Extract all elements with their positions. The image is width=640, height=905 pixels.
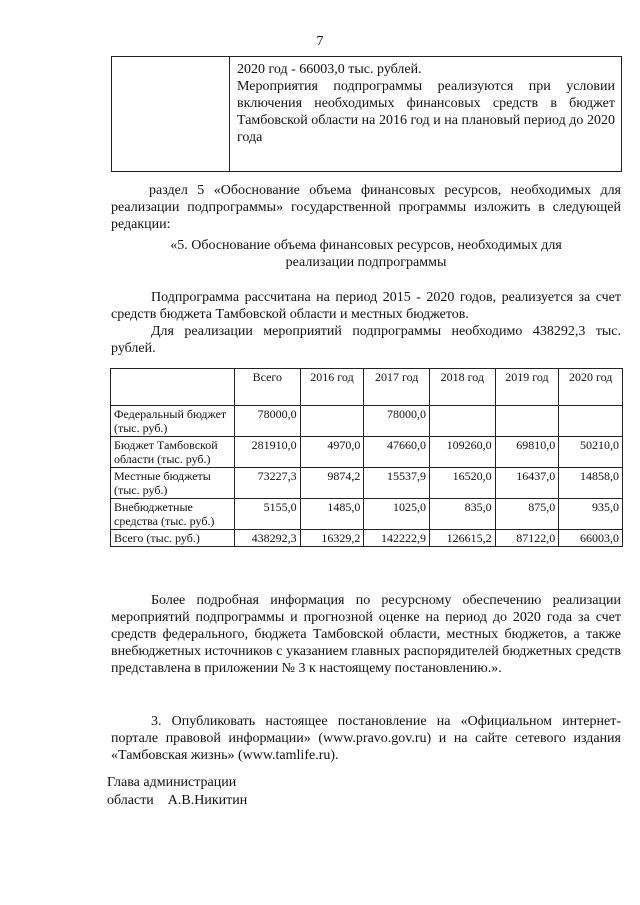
table-cell: 438292,3: [235, 530, 301, 547]
table-cell: 66003,0: [559, 530, 623, 547]
table-row: [111, 499, 623, 530]
table-cell: 835,0: [429, 499, 495, 530]
table-cell: 126615,2: [429, 530, 495, 547]
table-cell: 935,0: [559, 499, 623, 530]
signature-title: Глава администрации: [107, 775, 237, 790]
total-need-paragraph: Для реализации мероприятий подпрограммы необходимо 438292,3 тыс. рублей.: [111, 324, 621, 356]
section-heading-line1: «5. Обоснование объема финансовых ресурсов, необходимых для: [170, 238, 562, 253]
table-cell: 16329,2: [300, 530, 364, 547]
table-header-cell: Всего: [235, 369, 301, 406]
table-cell: [300, 406, 364, 437]
table-row: [111, 437, 623, 468]
funding-2020-line: 2020 год - 66003,0 тыс. рублей.: [237, 62, 422, 77]
table-cell: 87122,0: [495, 530, 559, 547]
table-cell: 281910,0: [235, 437, 301, 468]
table-cell: 1025,0: [364, 499, 430, 530]
row-label: Всего (тыс. руб.): [111, 530, 235, 547]
signature-name: области А.В.Никитин: [107, 793, 248, 808]
section-heading-line2: реализации подпрограммы: [285, 255, 447, 270]
table-row: [111, 406, 623, 437]
table-cell: 47660,0: [364, 437, 430, 468]
funding-condition-paragraph: Мероприятия подпрограммы реализуются при условии включения необходимых финансовых средств в бюджет Тамбовской области на 2016 год и на плановый период до 2020 года: [237, 79, 615, 145]
table-cell: 142222,9: [364, 530, 430, 547]
table-cell: 5155,0: [235, 499, 301, 530]
table-cell: [495, 406, 559, 437]
table-cell: 4970,0: [300, 437, 364, 468]
table-header-cell: 2019 год: [495, 369, 559, 406]
row-label: Федеральный бюджет (тыс. руб.): [111, 406, 235, 437]
table-cell: 1485,0: [300, 499, 364, 530]
table-header-cell: [111, 369, 235, 406]
table-cell: 78000,0: [235, 406, 301, 437]
table-cell: 78000,0: [364, 406, 430, 437]
table-total-row: [111, 530, 623, 547]
continuation-table-left-cell: [112, 57, 230, 171]
budget-table: [110, 368, 623, 547]
table-cell: 73227,3: [235, 468, 301, 499]
row-label: Бюджет Тамбовской области (тыс. руб.): [111, 437, 235, 468]
row-label: Внебюджетные средства (тыс. руб.): [111, 499, 235, 530]
table-cell: 109260,0: [429, 437, 495, 468]
page-number: 7: [316, 34, 324, 49]
continuation-table: [111, 56, 622, 172]
section-intro: раздел 5 «Обоснование объема финансовых ресурсов, необходимых для реализации подпрограммы» государственной программы изложить в следующей редакции:: [111, 183, 621, 232]
table-cell: 15537,9: [364, 468, 430, 499]
table-header-cell: 2017 год: [364, 369, 430, 406]
row-label: Местные бюджеты (тыс. руб.): [111, 468, 235, 499]
table-cell: 875,0: [495, 499, 559, 530]
table-cell: 9874,2: [300, 468, 364, 499]
table-cell: 16437,0: [495, 468, 559, 499]
table-header-row: [111, 369, 623, 406]
table-cell: [559, 406, 623, 437]
table-header-cell: 2016 год: [300, 369, 364, 406]
table-row: [111, 468, 623, 499]
table-cell: 69810,0: [495, 437, 559, 468]
publication-paragraph: 3. Опубликовать настоящее постановление на «Официальном интернет-портале правовой информации» (www.pravo.gov.ru) и на сайте сетевого издания «Тамбовская жизнь» (www.tamlife.ru).: [111, 714, 621, 763]
table-cell: [429, 406, 495, 437]
table-cell: 50210,0: [559, 437, 623, 468]
table-header-cell: 2018 год: [429, 369, 495, 406]
resource-info-paragraph: Более подробная информация по ресурсному обеспечению реализации мероприятий подпрограммы и прогнозной оценке на период до 2020 года за счет средств федерального, бюджета Тамбовской области, местных бюджетов, а также внебюджетных источников с указанием главных распорядителей бюджетных средств представлена в приложении № 3 к настоящему постановлению.».: [111, 593, 621, 676]
period-paragraph: Подпрограмма рассчитана на период 2015 - 2020 годов, реализуется за счет средств бюджета Тамбовской области и местных бюджетов.: [111, 290, 621, 322]
table-cell: 14858,0: [559, 468, 623, 499]
table-cell: 16520,0: [429, 468, 495, 499]
continuation-table-right-cell: [230, 57, 621, 171]
table-header-cell: 2020 год: [559, 369, 623, 406]
